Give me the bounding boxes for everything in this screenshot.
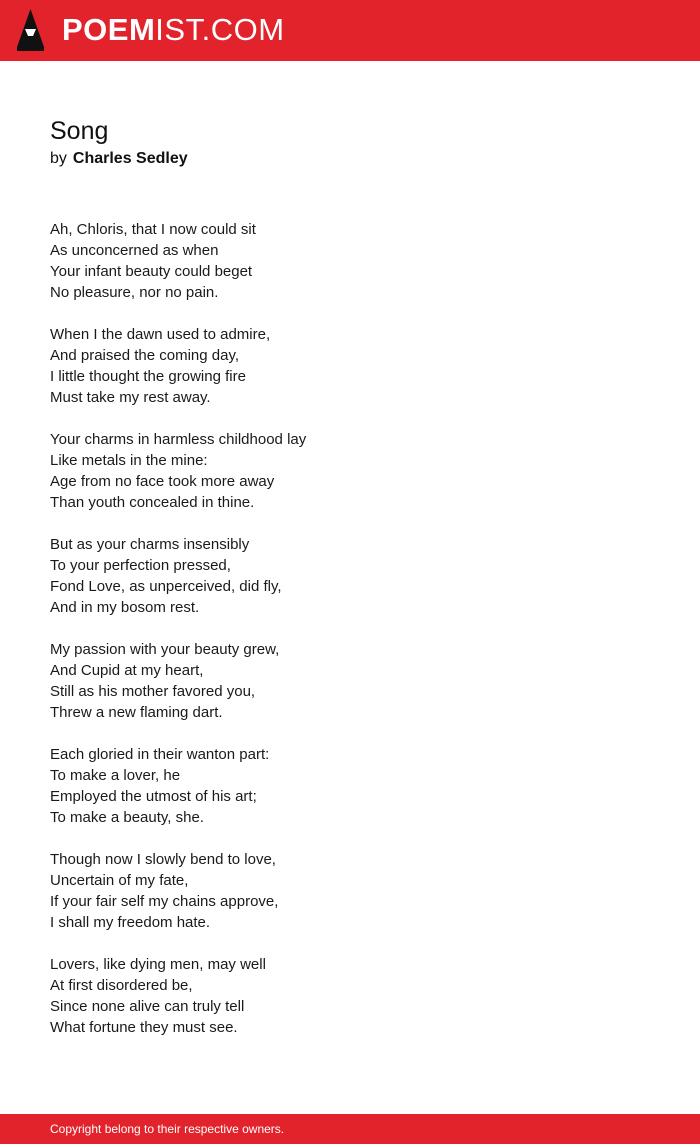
stanza [50,744,650,828]
stanza [50,324,650,408]
poem-line: As unconcerned as when [50,242,219,259]
stanza [50,639,650,723]
poem-line: At first disordered be, [50,977,193,994]
poem-line: What fortune they must see. [50,1019,238,1036]
poem-body [50,219,650,1059]
poem-line: To your perfection pressed, [50,557,231,574]
byline [50,149,188,169]
poem-line: But as your charms insensibly [50,536,250,553]
stanza [50,954,650,1038]
stanza [50,429,650,513]
logo-light-text: IST.COM [155,12,285,47]
poem-line: To make a beauty, she. [50,809,204,826]
pencil-icon[interactable] [17,9,44,51]
poem-line: Still as his mother favored you, [50,683,256,700]
poem-line: Than youth concealed in thine. [50,494,255,511]
copyright-text: Copyright belong to their respective owners. [50,1122,285,1136]
poem-title: Song [50,117,109,145]
poem-line: And Cupid at my heart, [50,662,204,679]
poem-line: If your fair self my chains approve, [50,893,279,910]
site-logo[interactable] [62,12,285,48]
poem-line: Since none alive can truly tell [50,998,245,1015]
site-header [0,0,700,61]
poem-line: My passion with your beauty grew, [50,641,280,658]
poem-line: Your charms in harmless childhood lay [50,431,307,448]
site-footer [0,1114,700,1144]
poem-line: Your infant beauty could beget [50,263,253,280]
stanza [50,534,650,618]
poem-line: Uncertain of my fate, [50,872,189,889]
poem-line: And praised the coming day, [50,347,240,364]
poem-line: No pleasure, nor no pain. [50,284,219,301]
poem-line: Age from no face took more away [50,473,275,490]
logo-bold-text: POEM [62,12,156,47]
poem-line: I shall my freedom hate. [50,914,211,931]
poem-line: I little thought the growing fire [50,368,246,385]
poem-line: Threw a new flaming dart. [50,704,223,721]
poem-line: To make a lover, he [50,767,181,784]
author-name: Charles Sedley [72,150,188,167]
stanza [50,219,650,303]
poem-line: Must take my rest away. [50,389,211,406]
poem-line: Fond Love, as unperceived, did fly, [50,578,282,595]
poem-line: Employed the utmost of his art; [50,788,257,805]
by-label: by [50,150,67,167]
poem-line: Ah, Chloris, that I now could sit [50,221,256,238]
poem-line: Each gloried in their wanton part: [50,746,270,763]
stanza [50,849,650,933]
poem-line: Though now I slowly bend to love, [50,851,276,868]
poem-line: Lovers, like dying men, may well [50,956,266,973]
poem-line: And in my bosom rest. [50,599,200,616]
poem-line: Like metals in the mine: [50,452,208,469]
poem-line: When I the dawn used to admire, [50,326,271,343]
